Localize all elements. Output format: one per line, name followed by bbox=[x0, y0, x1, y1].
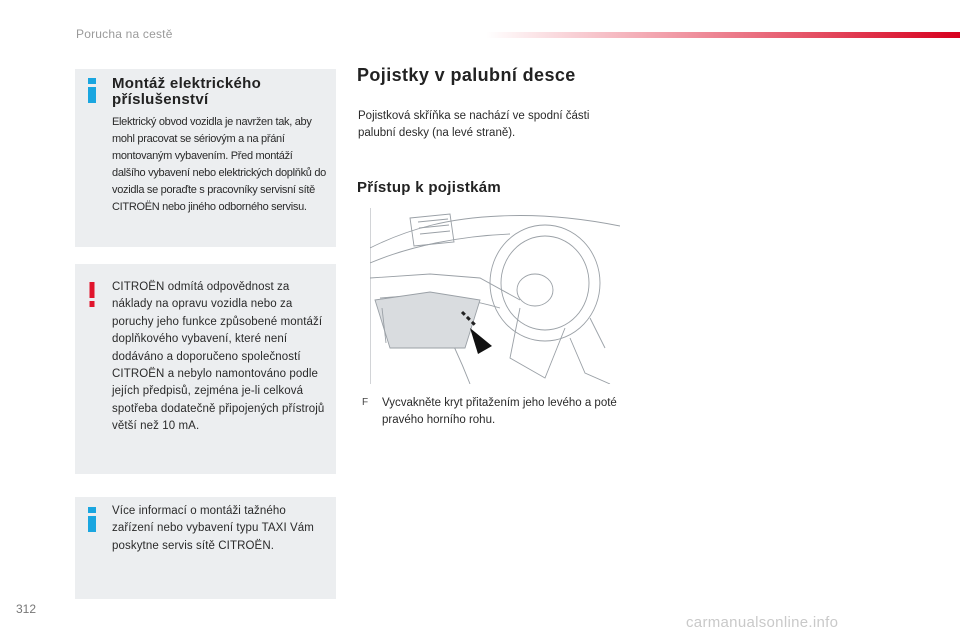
box-text: Více informací o montáži tažného zařízení nebo vybavení typu TAXI Vám poskytne servis sítě CITROËN. bbox=[112, 505, 314, 552]
dashboard-line-drawing bbox=[370, 208, 620, 384]
warning-icon bbox=[87, 282, 97, 307]
fuse-box-illustration bbox=[370, 208, 620, 384]
header-section-title: Porucha na cestě bbox=[76, 27, 173, 41]
warning-box-liability bbox=[75, 264, 336, 474]
info-icon bbox=[87, 78, 97, 103]
box-title: Montáž elektrického příslušenství bbox=[112, 75, 262, 108]
main-title: Pojistky v palubní desce bbox=[357, 65, 576, 85]
main-intro: Pojistková skříňka se nachází ve spodní části palubní desky (na levé straně). bbox=[358, 110, 590, 139]
section-title: Přístup k pojistkám bbox=[357, 179, 502, 196]
watermark: carmanualsonline.info bbox=[686, 614, 839, 631]
info-box-electrical-accessories bbox=[75, 69, 336, 247]
page-number: 312 bbox=[16, 602, 37, 616]
box-text: Elektrický obvod vozidla je navržen tak, aby mohl pracovat se sériovým a na přání montovaným vybavením. Před montáží dalšího vybavení nebo elektrických doplňků do vozidla se poraďte s pracovníky servisní sítě CITROËN nebo jiného odborného servisu. bbox=[112, 116, 326, 213]
instruction-text: Vycvakněte kryt přitažením jeho levého a poté pravého horního rohu. bbox=[382, 397, 617, 426]
info-box-towing-taxi bbox=[75, 497, 336, 599]
box-text: CITROËN odmítá odpovědnost za náklady na opravu vozidla nebo za poruchy jeho funkce způsobené montáží doplňkového vybavení, které není dodáváno a doporučeno společností CITROËN a nebylo namontováno podle jejích předpisů, zejména je-li celková spotřeba dodatečně připojených přístrojů větší než 10 mA. bbox=[112, 281, 325, 433]
bullet-marker: F bbox=[362, 397, 369, 408]
header-accent-bar bbox=[486, 32, 960, 38]
info-icon bbox=[87, 507, 97, 532]
